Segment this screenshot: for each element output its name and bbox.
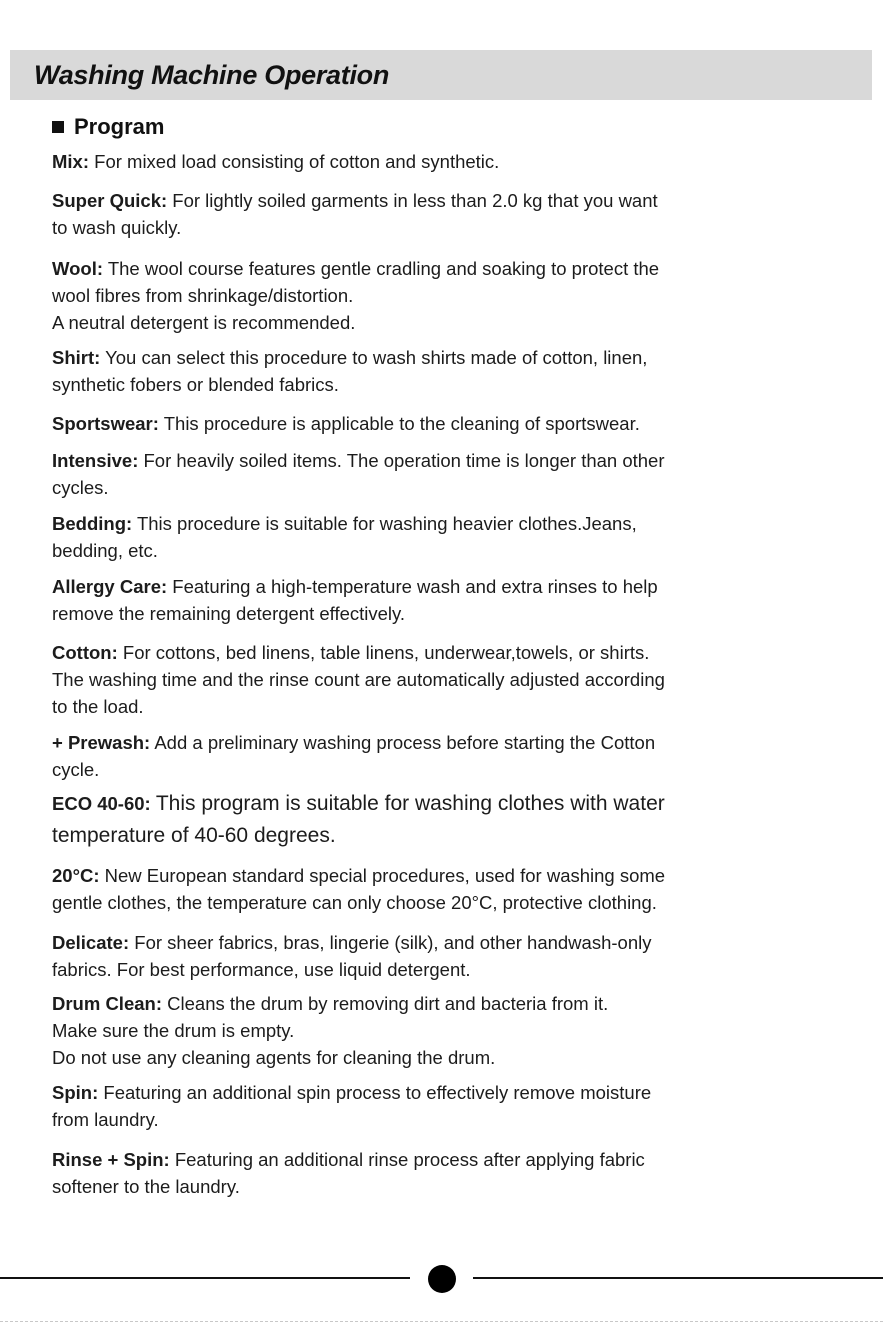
program-desc-line: The washing time and the rinse count are automatically adjusted according [52,669,665,690]
program-name: 20°C: [52,865,100,886]
program-prewash [52,729,842,783]
program-desc-line: Make sure the drum is empty. [52,1020,295,1041]
program-20c [52,862,842,916]
program-desc-line: For lightly soiled garments in less than 2.0 kg that you want [172,190,658,211]
program-name: Intensive: [52,450,139,471]
program-spin [52,1079,842,1133]
program-desc-line: A neutral detergent is recommended. [52,312,356,333]
program-desc-line: For cottons, bed linens, table linens, underwear,towels, or shirts. [122,642,650,663]
program-name: Bedding: [52,513,133,534]
program-name: + Prewash: [52,732,151,753]
program-allergy-care [52,573,842,627]
program-desc-line: cycle. [52,759,100,780]
program-desc-line: temperature of 40-60 degrees. [52,824,336,847]
square-bullet-icon [52,121,64,133]
program-name: Sportswear: [52,413,159,434]
program-desc-line: fabrics. For best performance, use liquid detergent. [52,959,471,980]
program-name: Drum Clean: [52,993,162,1014]
program-name: Allergy Care: [52,576,168,597]
program-desc-line: Cleans the drum by removing dirt and bacteria from it. [167,993,609,1014]
program-name: Shirt: [52,347,101,368]
program-name: Rinse + Spin: [52,1149,170,1170]
program-name: Super Quick: [52,190,168,211]
program-desc-line: You can select this procedure to wash shirts made of cotton, linen, [105,347,648,368]
footer-rule-right [473,1277,883,1279]
program-desc-line: Do not use any cleaning agents for cleaning the drum. [52,1047,496,1068]
program-desc-line: Featuring a high-temperature wash and extra rinses to help [172,576,658,597]
program-desc-line: to wash quickly. [52,217,182,238]
program-intensive [52,447,842,501]
program-drum-clean [52,990,842,1071]
program-desc-line: This procedure is suitable for washing heavier clothes.Jeans, [136,513,637,534]
program-desc-line: gentle clothes, the temperature can only choose 20°C, protective clothing. [52,892,657,913]
program-desc-line: Featuring an additional spin process to effectively remove moisture [103,1082,652,1103]
program-desc-line: synthetic fobers or blended fabrics. [52,374,339,395]
program-name: Mix: [52,151,89,172]
program-desc-line: New European standard special procedures, used for washing some [104,865,666,886]
program-desc-line: to the load. [52,696,144,717]
section-header [52,114,164,140]
program-name: Cotton: [52,642,118,663]
title-bar [10,50,872,100]
program-desc-line: For sheer fabrics, bras, lingerie (silk), and other handwash-only [134,932,652,953]
program-name: Delicate: [52,932,130,953]
footer-rule-left [0,1277,410,1279]
program-delicate [52,929,842,983]
program-desc-line: This program is suitable for washing clothes with water [155,792,665,815]
program-desc-line: Featuring an additional rinse process after applying fabric [174,1149,645,1170]
program-shirt [52,344,842,398]
program-desc-line: The wool course features gentle cradling and soaking to protect the [107,258,660,279]
program-desc-line: from laundry. [52,1109,159,1130]
program-super-quick [52,187,842,241]
program-desc-line: softener to the laundry. [52,1176,240,1197]
program-eco-40-60 [52,789,842,853]
page-edge-divider [0,1321,883,1322]
program-desc-line: bedding, etc. [52,540,158,561]
program-rinse-spin [52,1146,842,1200]
program-mix [52,148,842,175]
page-title: Washing Machine Operation [34,59,390,90]
program-desc-line: Add a preliminary washing process before starting the Cotton [154,732,656,753]
program-desc-line: For mixed load consisting of cotton and synthetic. [94,151,500,172]
program-name: Spin: [52,1082,99,1103]
program-name: Wool: [52,258,104,279]
program-desc-line: This procedure is applicable to the cleaning of sportswear. [163,413,640,434]
program-wool [52,255,842,336]
section-title: Program [74,114,165,139]
program-desc-line: wool fibres from shrinkage/distortion. [52,285,354,306]
program-desc-line: cycles. [52,477,109,498]
program-desc-line: remove the remaining detergent effectively. [52,603,406,624]
program-sportswear [52,410,842,437]
program-name: ECO 40-60: [52,793,151,814]
program-desc-line: For heavily soiled items. The operation time is longer than other [143,450,665,471]
program-bedding [52,510,842,564]
program-cotton [52,639,842,720]
page-marker-dot [428,1265,456,1293]
